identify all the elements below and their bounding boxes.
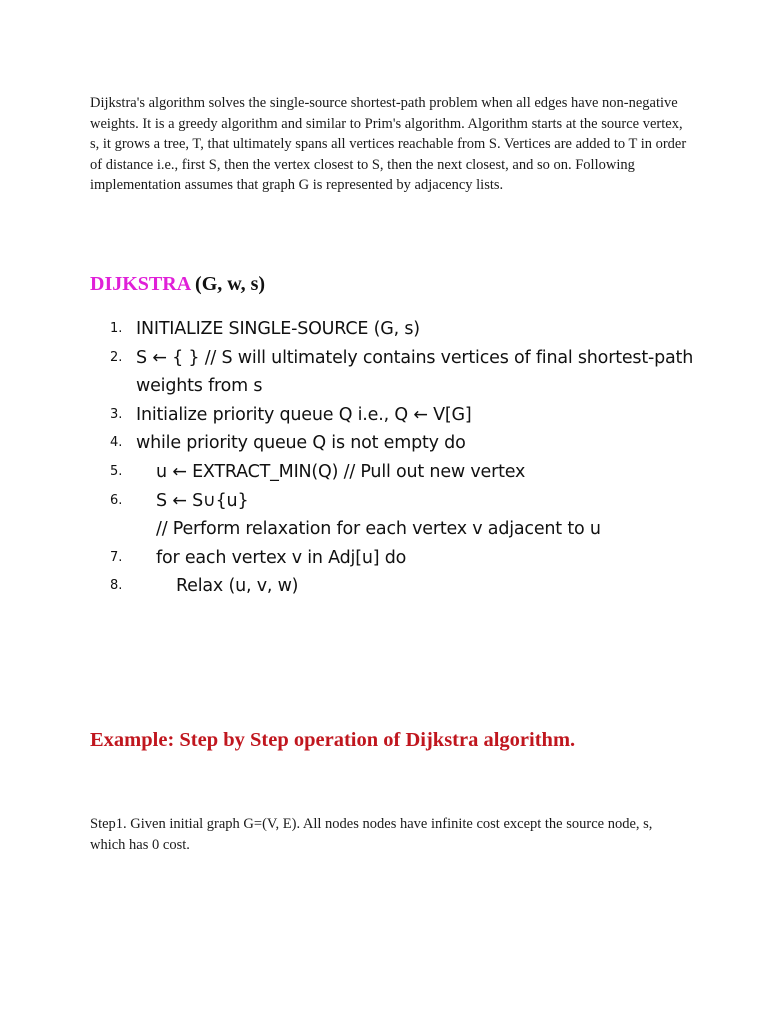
algorithm-steps: [110, 315, 730, 601]
step-text: u ← EXTRACT_MIN(Q) // Pull out new vertex: [156, 461, 526, 482]
step-text: INITIALIZE SINGLE-SOURCE (G, s): [136, 319, 420, 339]
step-text: Initialize priority queue Q i.e., Q ← V[G]: [136, 404, 472, 425]
step-5: [110, 458, 730, 487]
step-3: [110, 401, 730, 430]
step-number: 5.: [110, 463, 123, 479]
step-7: [110, 544, 730, 573]
step-4: [110, 429, 730, 458]
algorithm-args: (G, w, s): [195, 273, 266, 295]
step-text: S ← S∪{u}: [156, 490, 249, 511]
step-number: 7.: [110, 549, 123, 565]
step-text: for each vertex v in Adj[u] do: [156, 547, 407, 568]
step-comment: [110, 515, 730, 544]
step-number: 3.: [110, 406, 123, 422]
step-number: 4.: [110, 435, 123, 451]
algorithm-name: DIJKSTRA: [90, 273, 191, 295]
example-heading: Example: Step by Step operation of Dijkstra algorithm.: [90, 729, 576, 751]
step-number: 2.: [110, 349, 123, 365]
step-text: S ← { } // S will ultimately contains vertices of final shortest-path weights from s: [136, 347, 694, 397]
step-2: [110, 344, 730, 401]
algorithm-title: [90, 270, 265, 298]
step-6: [110, 487, 730, 516]
step-8: [110, 572, 730, 601]
step-text: while priority queue Q is not empty do: [136, 433, 466, 454]
step-number: 8.: [110, 578, 123, 594]
intro-paragraph: Dijkstra's algorithm solves the single-source shortest-path problem when all edges have non-negative weights. It is a greedy algorithm and similar to Prim's algorithm. Algorithm starts at the source vertex, s, it grows a tree, T, that ultimately spans all vertices reachable from S. Vertices are added to T in order of distance i.e., first S, then the vertex closest to S, then the next closest, and so on. Following implementation assumes that graph G is represented by adjacency lists.: [90, 95, 687, 194]
step-number: 1.: [110, 321, 123, 336]
step-1: [110, 315, 730, 344]
step1-paragraph: Step1. Given initial graph G=(V, E). All nodes nodes have infinite cost except the source node, s, which has 0 cost.: [90, 816, 653, 853]
step-text: Relax (u, v, w): [176, 576, 299, 597]
step-text: // Perform relaxation for each vertex v adjacent to u: [156, 519, 601, 540]
step-number: 6.: [110, 492, 123, 508]
